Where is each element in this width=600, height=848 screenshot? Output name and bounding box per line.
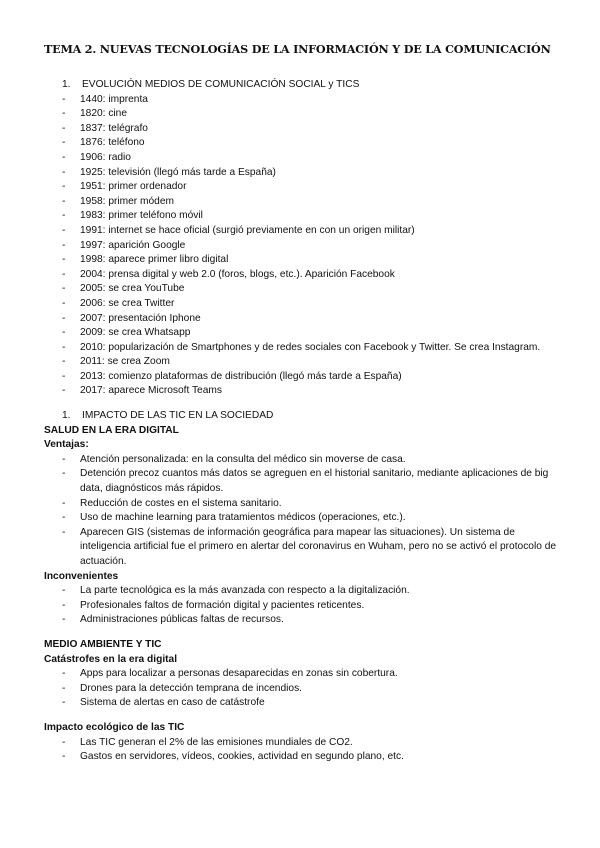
list-item bbox=[44, 750, 564, 765]
list-item-text: 1876: teléfono bbox=[80, 137, 145, 149]
dash-bullet: - bbox=[62, 736, 66, 748]
list-item bbox=[44, 297, 564, 312]
list-item bbox=[44, 180, 564, 195]
inconvenientes-list bbox=[44, 584, 564, 628]
list-item-text: 2011: se crea Zoom bbox=[80, 356, 170, 368]
list-item bbox=[44, 282, 564, 297]
list-item bbox=[44, 599, 564, 614]
list-item-text: 1837: telégrafo bbox=[80, 122, 148, 134]
list-item bbox=[44, 682, 564, 697]
list-item-text: Sistema de alertas en caso de catástrofe bbox=[80, 697, 265, 709]
list-item bbox=[44, 453, 564, 468]
list-item bbox=[44, 166, 564, 181]
list-item-text: 2007: presentación Iphone bbox=[80, 312, 201, 324]
list-item bbox=[44, 136, 564, 151]
label-ventajas: Ventajas: bbox=[44, 439, 89, 451]
list-item bbox=[44, 312, 564, 327]
list-item bbox=[44, 151, 564, 166]
list-item-text: 2017: aparece Microsoft Teams bbox=[80, 385, 222, 397]
list-item-text: 1997: aparición Google bbox=[80, 239, 186, 251]
list-item bbox=[44, 268, 564, 283]
section-heading-text: EVOLUCIÓN MEDIOS DE COMUNICACIÓN SOCIAL y TICS bbox=[82, 79, 360, 90]
list-item bbox=[44, 584, 564, 599]
list-item-text: Administraciones públicas faltas de recursos. bbox=[80, 614, 284, 626]
dash-bullet: - bbox=[62, 93, 66, 105]
dash-bullet: - bbox=[62, 327, 66, 339]
dash-bullet: - bbox=[62, 341, 66, 353]
list-item bbox=[44, 497, 564, 512]
list-item bbox=[44, 667, 564, 682]
dash-bullet: - bbox=[62, 239, 66, 251]
list-item-text: 1906: radio bbox=[80, 151, 131, 163]
list-item-text: 2005: se crea YouTube bbox=[80, 283, 185, 295]
dash-bullet: - bbox=[62, 751, 66, 763]
list-item-text: 2009: se crea Whatsapp bbox=[80, 327, 191, 339]
list-item-text: Detención precoz cuantos más datos se agreguen en el historial sanitario, mediante aplicaciones de big data, diagnósticos más rápidos. bbox=[80, 468, 549, 495]
dash-bullet: - bbox=[62, 356, 66, 368]
list-item-text: 1958: primer módem bbox=[80, 195, 174, 207]
document-title: TEMA 2. NUEVAS TECNOLOGÍAS DE LA INFORMACIÓN Y DE LA COMUNICACIÓN bbox=[44, 42, 551, 56]
label-catastrofes: Catástrofes en la era digital bbox=[44, 653, 178, 665]
dash-bullet: - bbox=[62, 585, 66, 597]
label-inconvenientes: Inconvenientes bbox=[44, 570, 119, 582]
list-item-text: Apps para localizar a personas desaparecidas en zonas sin cobertura. bbox=[80, 668, 398, 680]
timeline-list bbox=[44, 93, 564, 399]
dash-bullet: - bbox=[62, 468, 66, 480]
list-item bbox=[44, 224, 564, 239]
list-item bbox=[44, 122, 564, 137]
list-item-text: 1951: primer ordenador bbox=[80, 181, 187, 193]
list-item bbox=[44, 209, 564, 224]
list-item bbox=[44, 384, 564, 399]
list-item-text: Las TIC generan el 2% de las emisiones mundiales de CO2. bbox=[80, 736, 353, 748]
list-item bbox=[44, 93, 564, 108]
dash-bullet: - bbox=[62, 668, 66, 680]
dash-bullet: - bbox=[62, 195, 66, 207]
list-item-text: Atención personalizada: en la consulta del médico sin moverse de casa. bbox=[80, 453, 406, 465]
dash-bullet: - bbox=[62, 682, 66, 694]
dash-bullet: - bbox=[62, 122, 66, 134]
dash-bullet: - bbox=[62, 614, 66, 626]
dash-bullet: - bbox=[62, 312, 66, 324]
dash-bullet: - bbox=[62, 283, 66, 295]
list-item bbox=[44, 736, 564, 751]
label-impacto-ecologico: Impacto ecológico de las TIC bbox=[44, 721, 185, 733]
dash-bullet: - bbox=[62, 526, 66, 538]
dash-bullet: - bbox=[62, 697, 66, 709]
list-item bbox=[44, 341, 564, 356]
section-heading-impacto bbox=[44, 409, 564, 424]
dash-bullet: - bbox=[62, 512, 66, 524]
dash-bullet: - bbox=[62, 599, 66, 611]
dash-bullet: - bbox=[62, 385, 66, 397]
list-item-text: 1991: internet se hace oficial (surgió previamente en con un origen militar) bbox=[80, 224, 415, 236]
dash-bullet: - bbox=[62, 497, 66, 509]
list-item-text: 2006: se crea Twitter bbox=[80, 297, 175, 309]
list-item-text: Aparecen GIS (sistemas de información geográfica para mapear las situaciones). Un sistema de inteligencia artificial fue el primero en alertar del coronavirus en Wuham, pero no se activó el protocolo de actuación. bbox=[80, 526, 557, 567]
list-item bbox=[44, 370, 564, 385]
impacto-list bbox=[44, 736, 564, 765]
dash-bullet: - bbox=[62, 453, 66, 465]
list-item-text: La parte tecnológica es la más avanzada con respecto a la digitalización. bbox=[80, 585, 410, 597]
list-item-text: Profesionales faltos de formación digital y pacientes reticentes. bbox=[80, 599, 365, 611]
list-item-text: 2010: popularización de Smartphones y de redes sociales con Facebook y Twitter. Se crea Instagram. bbox=[80, 341, 541, 353]
subheading-medio-ambiente: MEDIO AMBIENTE Y TIC bbox=[44, 638, 162, 650]
list-item bbox=[44, 239, 564, 254]
list-item bbox=[44, 355, 564, 370]
dash-bullet: - bbox=[62, 137, 66, 149]
section-number: 1. bbox=[62, 79, 71, 90]
dash-bullet: - bbox=[62, 181, 66, 193]
list-item-text: Drones para la detección temprana de incendios. bbox=[80, 682, 302, 694]
subheading-salud: SALUD EN LA ERA DIGITAL bbox=[44, 424, 179, 436]
dash-bullet: - bbox=[62, 210, 66, 222]
list-item-text: 1983: primer teléfono móvil bbox=[80, 210, 203, 222]
list-item-text: 1820: cine bbox=[80, 108, 128, 120]
section-heading-text: IMPACTO DE LAS TIC EN LA SOCIEDAD bbox=[82, 410, 274, 422]
section-heading-evolucion bbox=[44, 78, 564, 93]
ventajas-list bbox=[44, 453, 564, 570]
list-item-text: Gastos en servidores, vídeos, cookies, actividad en segundo plano, etc. bbox=[80, 751, 404, 763]
list-item bbox=[44, 526, 564, 570]
catastrofes-list bbox=[44, 667, 564, 711]
document-body bbox=[44, 78, 564, 765]
list-item-text: 1998: aparece primer libro digital bbox=[80, 254, 229, 266]
list-item bbox=[44, 195, 564, 210]
list-item bbox=[44, 326, 564, 341]
dash-bullet: - bbox=[62, 108, 66, 120]
list-item-text: 1440: imprenta bbox=[80, 93, 148, 105]
list-item-text: Uso de machine learning para tratamientos médicos (operaciones, etc.). bbox=[80, 512, 406, 524]
list-item-text: 1925: televisión (llegó más tarde a España) bbox=[80, 166, 276, 178]
dash-bullet: - bbox=[62, 166, 66, 178]
list-item bbox=[44, 613, 564, 628]
list-item bbox=[44, 696, 564, 711]
list-item-text: 2004: prensa digital y web 2.0 (foros, blogs, etc.). Aparición Facebook bbox=[80, 268, 395, 280]
list-item-text: Reducción de costes en el sistema sanitario. bbox=[80, 497, 282, 509]
dash-bullet: - bbox=[62, 268, 66, 280]
list-item bbox=[44, 253, 564, 268]
list-item bbox=[44, 467, 564, 496]
dash-bullet: - bbox=[62, 254, 66, 266]
list-item bbox=[44, 107, 564, 122]
dash-bullet: - bbox=[62, 370, 66, 382]
section-number: 1. bbox=[62, 410, 71, 422]
dash-bullet: - bbox=[62, 151, 66, 163]
dash-bullet: - bbox=[62, 297, 66, 309]
list-item-text: 2013: comienzo plataformas de distribución (llegó más tarde a España) bbox=[80, 370, 402, 382]
dash-bullet: - bbox=[62, 224, 66, 236]
list-item bbox=[44, 511, 564, 526]
